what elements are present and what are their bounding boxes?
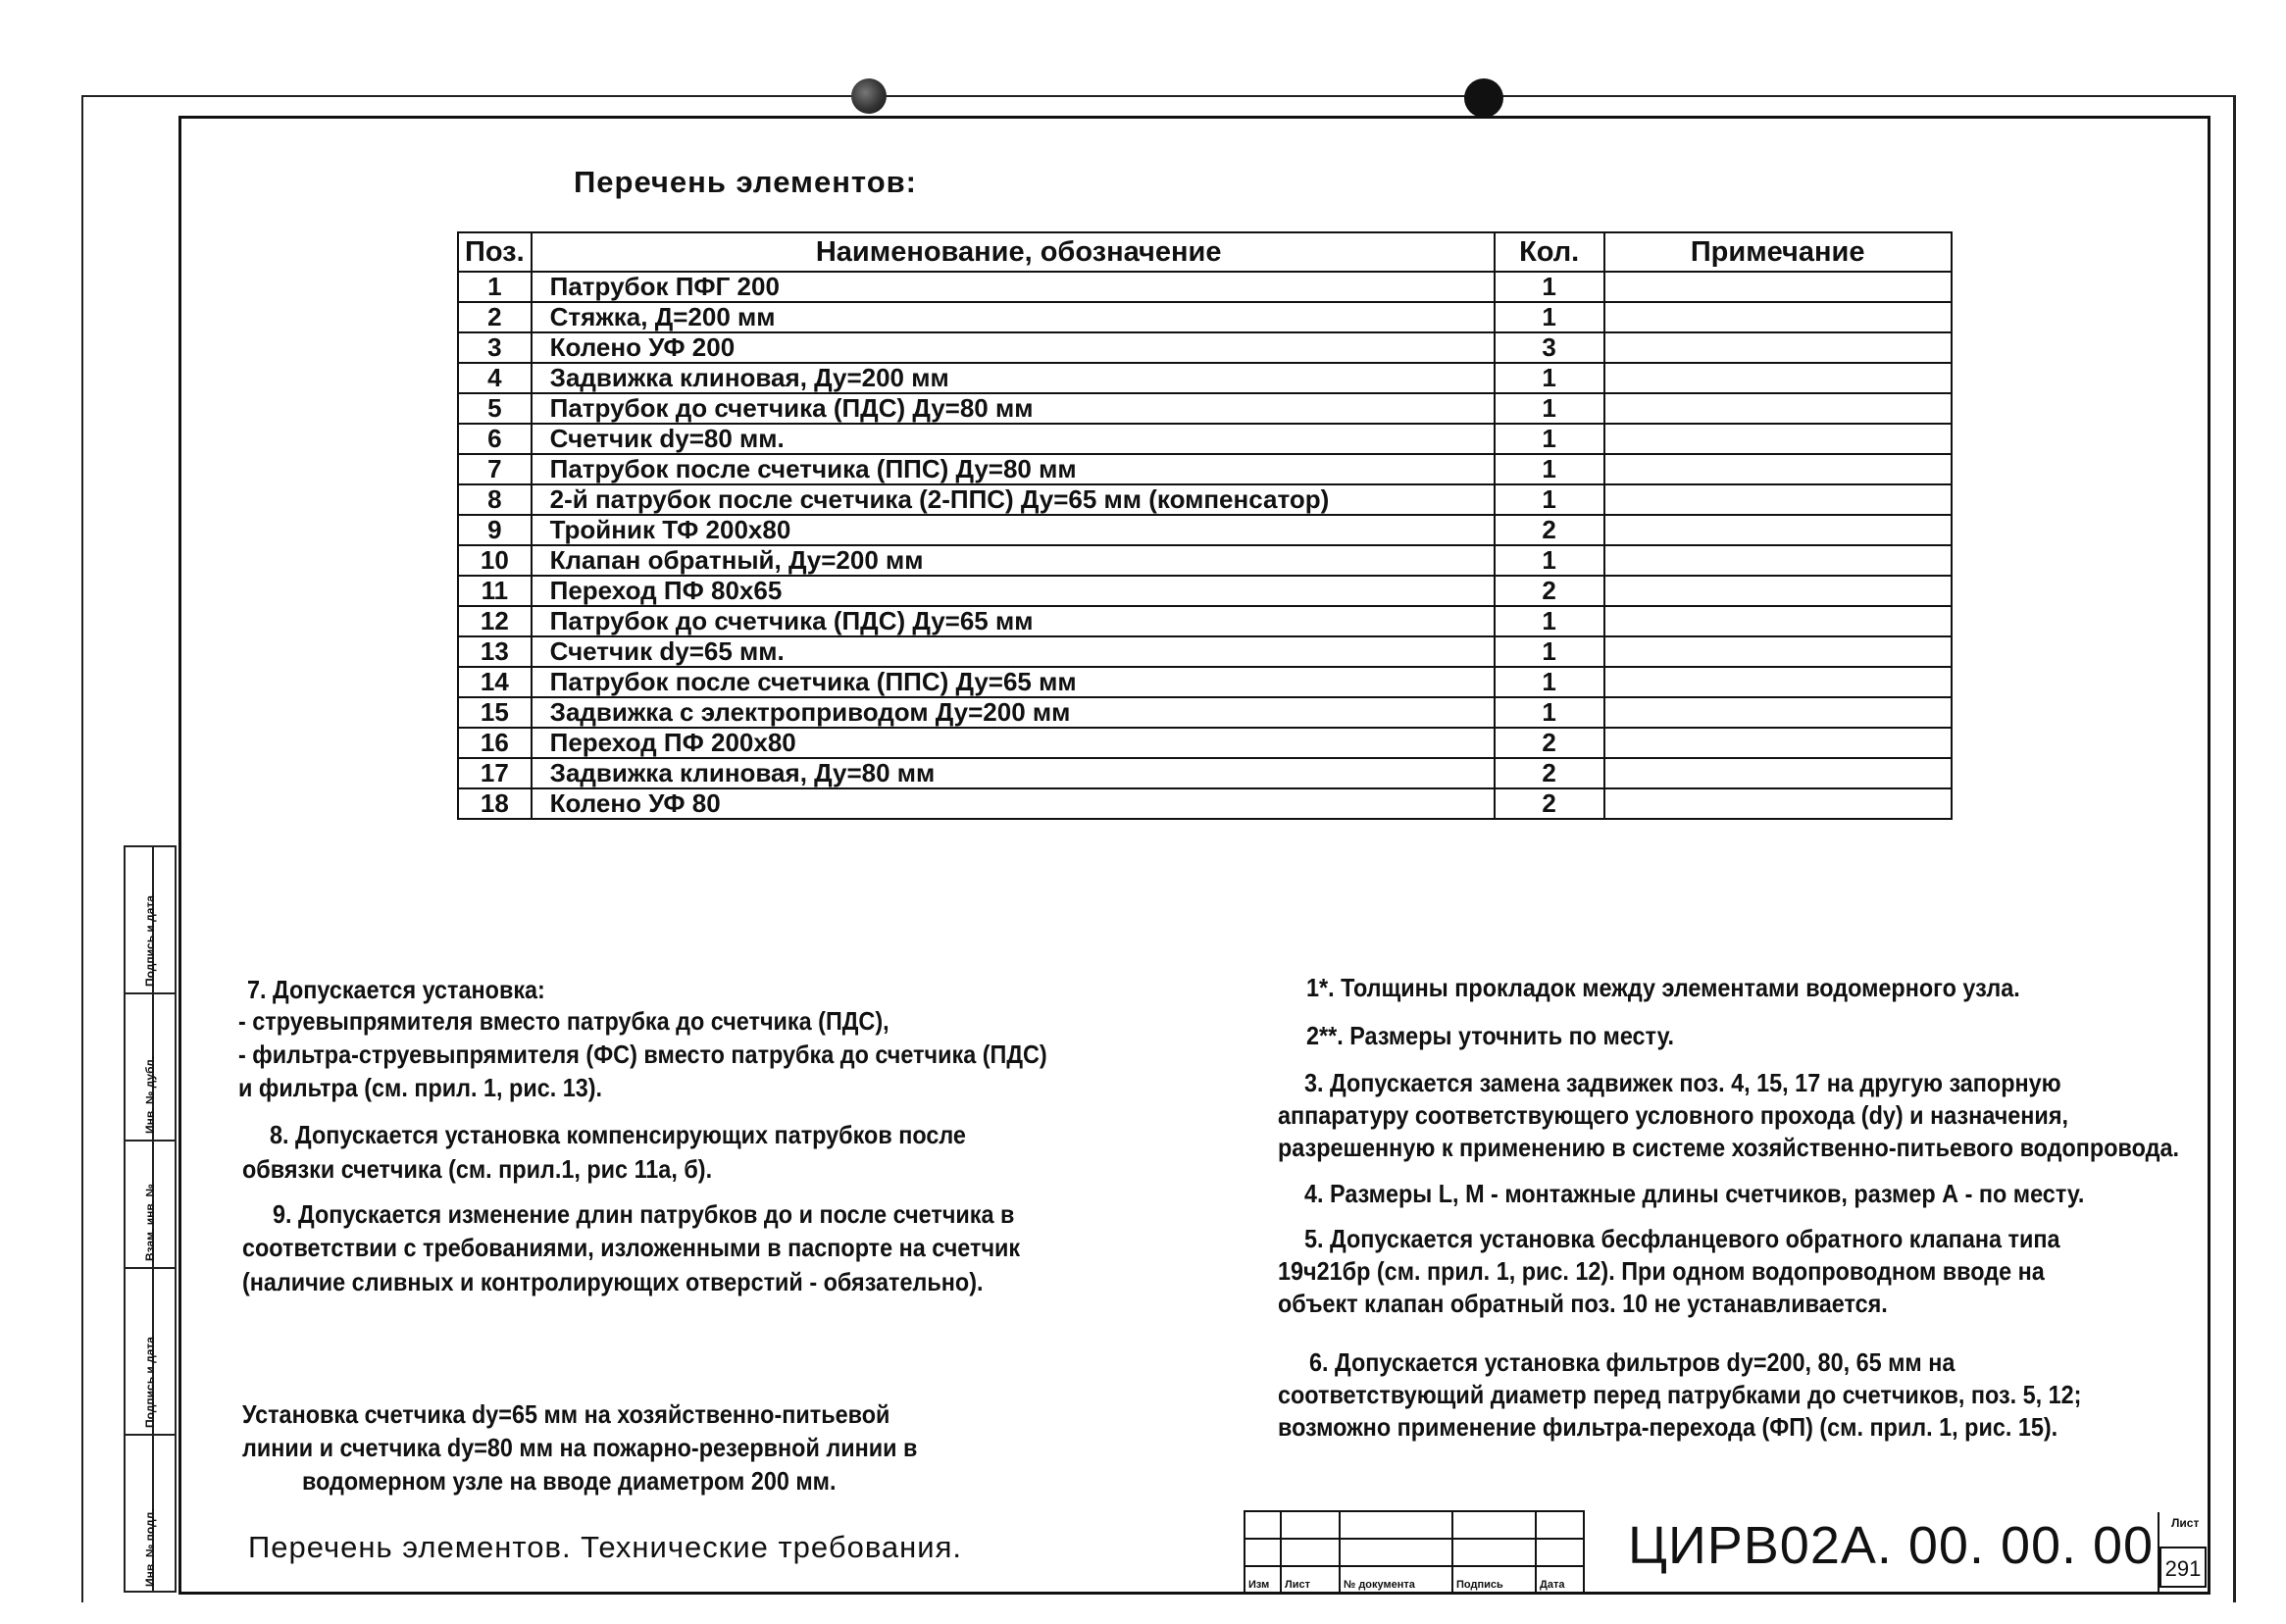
punch-hole-right xyxy=(1464,78,1503,118)
note-9-line1: 9. Допускается изменение длин патрубков до и после счетчика в xyxy=(273,1199,1015,1229)
cell-pos: 12 xyxy=(458,606,532,636)
cell-qty: 2 xyxy=(1495,515,1604,545)
cell-qty: 2 xyxy=(1495,788,1604,819)
cell-qty: 2 xyxy=(1495,728,1604,758)
cell-pos: 3 xyxy=(458,332,532,363)
note-3-line3: разрешенную к применению в системе хозяйственно-питьевого водопровода. xyxy=(1278,1133,2179,1162)
cell-note xyxy=(1604,606,1952,636)
note-3-line1: 3. Допускается замена задвижек поз. 4, 15, 17 на другую запорную xyxy=(1304,1068,2061,1097)
cell-qty: 1 xyxy=(1495,454,1604,484)
cell-pos: 2 xyxy=(458,302,532,332)
sheet-number: 291 xyxy=(2159,1547,2207,1588)
cell-qty: 1 xyxy=(1495,697,1604,728)
caption-line2: линии и счетчика dy=80 мм на пожарно-резервной линии в xyxy=(242,1433,918,1462)
side-label: Инв. № подл. xyxy=(143,1508,157,1587)
caption-line1: Установка счетчика dy=65 мм на хозяйственно-питьевой xyxy=(242,1399,890,1429)
sheet-label: Лист xyxy=(2171,1516,2200,1530)
cell-pos: 7 xyxy=(458,454,532,484)
cell-name: 2-й патрубок после счетчика (2-ППС) Ду=65 мм (компенсатор) xyxy=(532,484,1495,515)
cell-name: Счетчик dy=80 мм. xyxy=(532,424,1495,454)
stamp-line xyxy=(1583,1510,1585,1593)
stamp-line xyxy=(1451,1510,1453,1593)
note-5-line3: объект клапан обратный поз. 10 не устанавливается. xyxy=(1278,1289,1888,1318)
cell-note xyxy=(1604,697,1952,728)
cell-qty: 1 xyxy=(1495,424,1604,454)
cell-pos: 4 xyxy=(458,363,532,393)
cell-qty: 1 xyxy=(1495,667,1604,697)
cell-note xyxy=(1604,758,1952,788)
stamp-label-doc: № документа xyxy=(1344,1579,1415,1591)
note-6-line1: 6. Допускается установка фильтров dy=200, 80, 65 мм на xyxy=(1309,1347,1956,1377)
sheet-box xyxy=(2158,1512,2209,1593)
side-label: Инв. № дубл. xyxy=(143,1055,157,1134)
table-row xyxy=(458,332,1952,363)
table-row xyxy=(458,728,1952,758)
cell-note xyxy=(1604,576,1952,606)
note-6-line3: возможно применение фильтра-перехода (ФП) (см. прил. 1, рис. 15). xyxy=(1278,1412,2058,1442)
note-9-line3: (наличие сливных и контролирующих отверстий - обязательно). xyxy=(242,1267,984,1296)
cell-pos: 17 xyxy=(458,758,532,788)
cell-note xyxy=(1604,363,1952,393)
cell-pos: 1 xyxy=(458,272,532,302)
cell-note xyxy=(1604,788,1952,819)
caption-line3: водомерном узле на вводе диаметром 200 мм. xyxy=(302,1466,837,1496)
cell-pos: 18 xyxy=(458,788,532,819)
cell-pos: 15 xyxy=(458,697,532,728)
header-qty: Кол. xyxy=(1495,232,1604,272)
note-4: 4. Размеры L, M - монтажные длины счетчиков, размер А - по месту. xyxy=(1304,1179,2085,1208)
cell-note xyxy=(1604,424,1952,454)
header-pos: Поз. xyxy=(458,232,532,272)
cell-qty: 1 xyxy=(1495,363,1604,393)
table-header-row xyxy=(458,232,1952,272)
punch-hole-left xyxy=(851,78,887,114)
note-7-line3: и фильтра (см. прил. 1, рис. 13). xyxy=(238,1073,603,1102)
cell-qty: 3 xyxy=(1495,332,1604,363)
stamp-line xyxy=(1339,1510,1341,1593)
cell-qty: 2 xyxy=(1495,576,1604,606)
note-7-line1: - струевыпрямителя вместо патрубка до счетчика (ПДС), xyxy=(238,1006,889,1036)
cell-qty: 1 xyxy=(1495,636,1604,667)
note-3-line2: аппаратуру соответствующего условного прохода (dy) и назначения, xyxy=(1278,1100,2068,1130)
cell-name: Колено УФ 200 xyxy=(532,332,1495,363)
list-heading: Перечень элементов: xyxy=(574,165,918,199)
cell-note xyxy=(1604,393,1952,424)
table-row xyxy=(458,758,1952,788)
cell-pos: 13 xyxy=(458,636,532,667)
stamp-label-date: Дата xyxy=(1540,1579,1565,1591)
cell-name: Патрубок до счетчика (ПДС) Ду=65 мм xyxy=(532,606,1495,636)
cell-qty: 1 xyxy=(1495,545,1604,576)
cell-pos: 9 xyxy=(458,515,532,545)
title-block-stamp xyxy=(1244,1510,1585,1593)
cell-name: Патрубок ПФГ 200 xyxy=(532,272,1495,302)
table-row xyxy=(458,484,1952,515)
note-7-line2: - фильтра-струевыпрямителя (ФС) вместо патрубка до счетчика (ПДС) xyxy=(238,1040,1047,1069)
cell-note xyxy=(1604,515,1952,545)
side-cell-1 xyxy=(126,847,175,994)
cell-qty: 2 xyxy=(1495,758,1604,788)
note-6-line2: соответствующий диаметр перед патрубками до счетчиков, поз. 5, 12; xyxy=(1278,1380,2082,1409)
table-row xyxy=(458,272,1952,302)
cell-name: Задвижка клиновая, Ду=200 мм xyxy=(532,363,1495,393)
table-row xyxy=(458,667,1952,697)
side-cell-5 xyxy=(126,1436,175,1593)
table-row xyxy=(458,454,1952,484)
table-row xyxy=(458,697,1952,728)
cell-qty: 1 xyxy=(1495,393,1604,424)
table-row xyxy=(458,393,1952,424)
cell-name: Колено УФ 80 xyxy=(532,788,1495,819)
cell-name: Тройник ТФ 200х80 xyxy=(532,515,1495,545)
cell-note xyxy=(1604,454,1952,484)
cell-name: Счетчик dy=65 мм. xyxy=(532,636,1495,667)
cell-note xyxy=(1604,484,1952,515)
cell-qty: 1 xyxy=(1495,484,1604,515)
note-2: 2**. Размеры уточнить по месту. xyxy=(1306,1021,1675,1050)
cell-note xyxy=(1604,332,1952,363)
stamp-label-sign: Подпись xyxy=(1456,1579,1503,1591)
header-note: Примечание xyxy=(1604,232,1952,272)
side-label: Взам. инв. № xyxy=(143,1184,157,1261)
side-cell-2 xyxy=(126,994,175,1142)
cell-note xyxy=(1604,302,1952,332)
cell-name: Задвижка клиновая, Ду=80 мм xyxy=(532,758,1495,788)
cell-qty: 1 xyxy=(1495,302,1604,332)
table-row xyxy=(458,788,1952,819)
elements-table xyxy=(457,231,1953,820)
cell-pos: 16 xyxy=(458,728,532,758)
cell-name: Клапан обратный, Ду=200 мм xyxy=(532,545,1495,576)
cell-name: Патрубок после счетчика (ППС) Ду=65 мм xyxy=(532,667,1495,697)
cell-pos: 5 xyxy=(458,393,532,424)
header-name: Наименование, обозначение xyxy=(532,232,1495,272)
note-7-title: 7. Допускается установка: xyxy=(247,975,545,1004)
table-row xyxy=(458,606,1952,636)
cell-qty: 1 xyxy=(1495,272,1604,302)
table-row xyxy=(458,424,1952,454)
cell-note xyxy=(1604,636,1952,667)
cell-pos: 8 xyxy=(458,484,532,515)
stamp-line xyxy=(1280,1510,1282,1593)
table-row xyxy=(458,363,1952,393)
note-8-line1: 8. Допускается установка компенсирующих патрубков после xyxy=(270,1120,966,1149)
side-label: Подпись и дата xyxy=(143,895,157,987)
cell-pos: 14 xyxy=(458,667,532,697)
stamp-label-list: Лист xyxy=(1285,1579,1310,1591)
cell-name: Стяжка, Д=200 мм xyxy=(532,302,1495,332)
cell-name: Переход ПФ 200х80 xyxy=(532,728,1495,758)
cell-pos: 10 xyxy=(458,545,532,576)
note-5-line2: 19ч21бр (см. прил. 1, рис. 12). При одном водопроводном вводе на xyxy=(1278,1256,2045,1286)
side-label: Подпись и дата xyxy=(143,1337,157,1428)
stamp-label-izm: Изм xyxy=(1248,1579,1270,1591)
document-code: ЦИРВ02А. 00. 00. 00 xyxy=(1628,1516,2155,1575)
cell-note xyxy=(1604,272,1952,302)
stamp-line xyxy=(1535,1510,1537,1593)
cell-pos: 11 xyxy=(458,576,532,606)
side-cell-3 xyxy=(126,1142,175,1269)
note-8-line2: обвязки счетчика (см. прил.1, рис 11а, б). xyxy=(242,1154,713,1184)
cell-name: Переход ПФ 80х65 xyxy=(532,576,1495,606)
side-stamp-column xyxy=(124,845,177,1593)
cell-note xyxy=(1604,545,1952,576)
side-cell-4 xyxy=(126,1269,175,1436)
table-row xyxy=(458,302,1952,332)
table-row xyxy=(458,545,1952,576)
footer-title: Перечень элементов. Технические требования. xyxy=(248,1530,963,1564)
note-9-line2: соответствии с требованиями, изложенными в паспорте на счетчик xyxy=(242,1233,1021,1262)
cell-name: Патрубок после счетчика (ППС) Ду=80 мм xyxy=(532,454,1495,484)
cell-qty: 1 xyxy=(1495,606,1604,636)
cell-note xyxy=(1604,728,1952,758)
table-row xyxy=(458,636,1952,667)
cell-note xyxy=(1604,667,1952,697)
cell-name: Задвижка с электроприводом Ду=200 мм xyxy=(532,697,1495,728)
note-1: 1*. Толщины прокладок между элементами водомерного узла. xyxy=(1306,973,2020,1002)
cell-name: Патрубок до счетчика (ПДС) Ду=80 мм xyxy=(532,393,1495,424)
cell-pos: 6 xyxy=(458,424,532,454)
table-row xyxy=(458,515,1952,545)
note-5-line1: 5. Допускается установка бесфланцевого обратного клапана типа xyxy=(1304,1224,2060,1253)
table-row xyxy=(458,576,1952,606)
